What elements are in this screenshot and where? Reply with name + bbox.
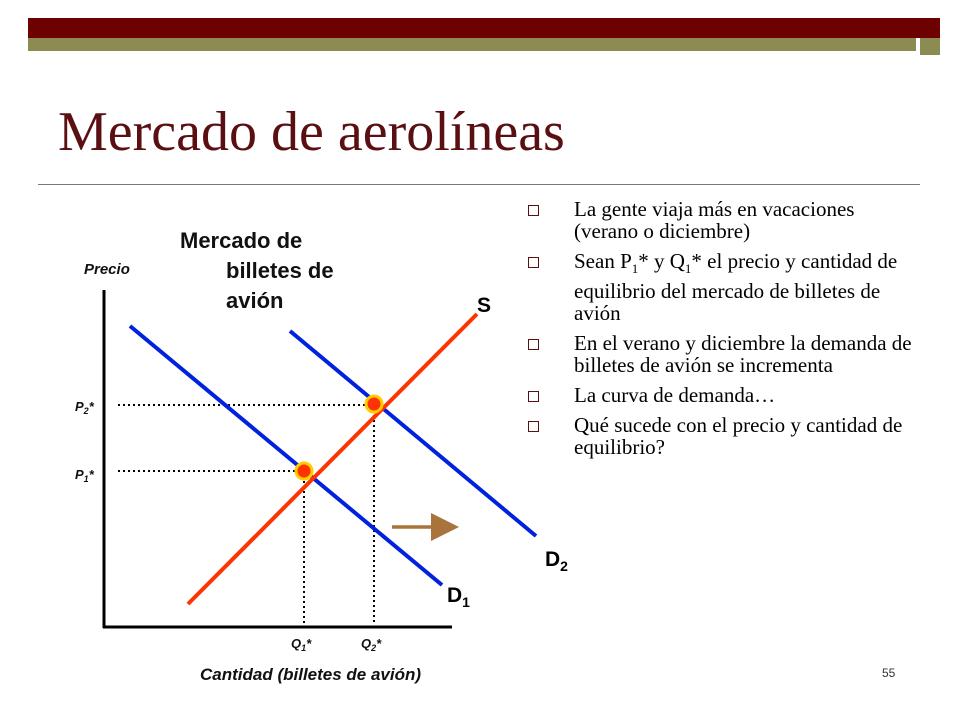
diagram-heading-line-1: Mercado de bbox=[180, 228, 303, 253]
supply-label: S bbox=[477, 294, 492, 317]
demand-curve-d2 bbox=[290, 331, 536, 536]
bullet-text: La curva de demanda… bbox=[574, 383, 776, 408]
price-label-p1: $P_1*$ bbox=[75, 467, 94, 484]
equilibrium-point-1 bbox=[296, 463, 312, 479]
bullet-text: Sean $P_1*$ y $Q_1*$ el precio y cantidad de equilibrio del mercado de billetes de avión bbox=[574, 249, 898, 326]
y-axis-label: Precio bbox=[84, 261, 130, 278]
x-axis-label: Cantidad (billetes de avión) bbox=[200, 665, 422, 684]
demand-label-d2: $D_2$ bbox=[545, 548, 568, 574]
slide-title: Mercado de aerolíneas bbox=[58, 101, 565, 163]
quantity-label-q1: $Q_1*$ bbox=[291, 636, 312, 653]
bullet-text: En el verano y diciembre la demanda de billetes de avión se incrementa bbox=[574, 331, 912, 378]
demand-label-d1: $D_1$ bbox=[447, 584, 470, 610]
quantity-label-q2: $Q_2*$ bbox=[361, 636, 382, 653]
equilibrium-point-2 bbox=[366, 396, 382, 412]
bullet-text: Qué sucede con el precio y cantidad de equilibrio? bbox=[574, 413, 903, 460]
price-label-p2: $P_2*$ bbox=[75, 399, 94, 416]
demand-curve-d1 bbox=[130, 326, 442, 585]
supply-curve bbox=[188, 314, 477, 604]
diagram-heading-line-3: avión bbox=[226, 288, 284, 313]
diagram-heading-line-2: billetes de bbox=[226, 258, 334, 283]
bullet-text: La gente viaja más en vacaciones (verano o diciembre) bbox=[574, 197, 855, 243]
page-number: 55 bbox=[882, 666, 896, 680]
